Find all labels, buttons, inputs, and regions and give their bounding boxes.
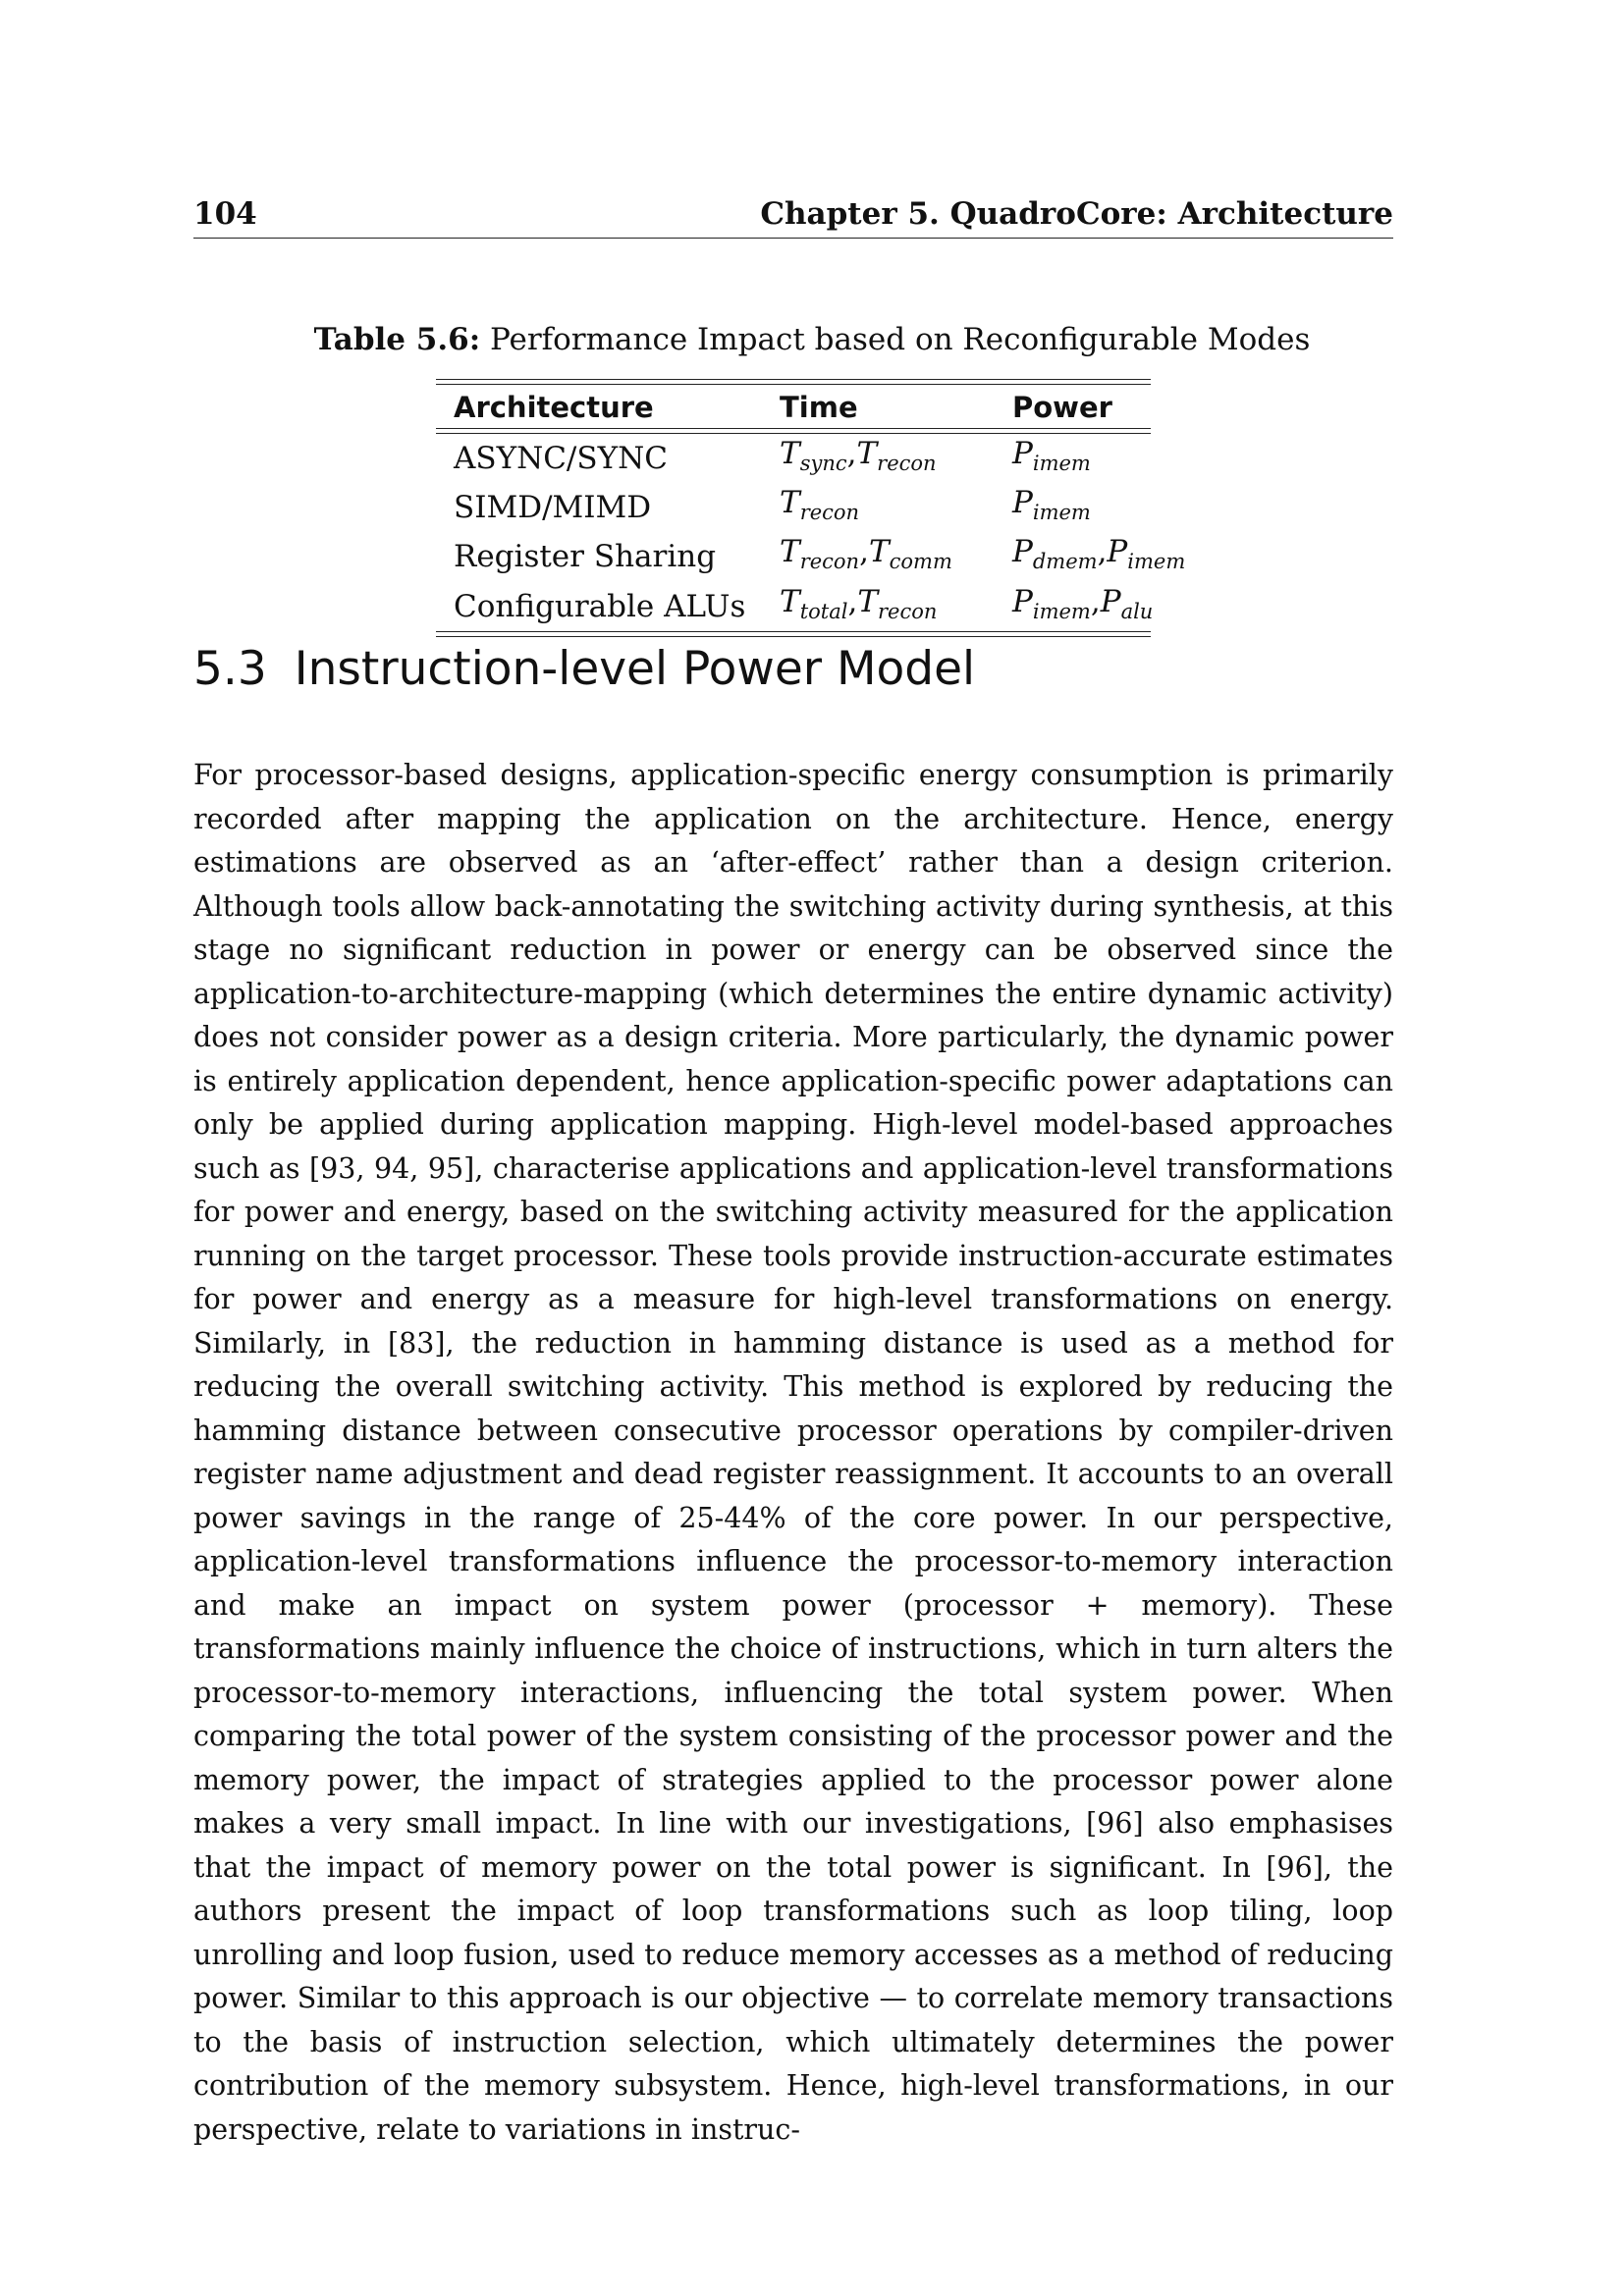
time-cell: $T_{sync},T_{recon}$ <box>780 436 937 476</box>
page-number: 104 <box>193 196 257 232</box>
running-header <box>193 196 1393 239</box>
table-row <box>436 532 1151 581</box>
section-number: 5.3 <box>193 642 267 696</box>
architecture-cell: Register Sharing <box>454 539 717 575</box>
column-header: Time <box>780 391 858 424</box>
table-bottom-rule <box>436 631 1151 637</box>
table-caption-text: Performance Impact based on Reconfigurable Modes <box>490 322 1311 357</box>
table-row <box>436 483 1151 532</box>
column-header: Architecture <box>454 391 654 424</box>
table-header-row <box>436 385 1151 428</box>
table-row <box>436 582 1151 631</box>
table-label: Table 5.6: <box>313 322 481 357</box>
column-header: Power <box>1012 391 1112 424</box>
body-paragraph: For processor-based designs, application-specific energy consumption is primarily recorded after mapping the application on the architecture. Hence, energy estimations are observed as an ‘after-effect’ rather than a design criterion. Although tools allow back-annotating the switching activity during synthesis, at this stage no significant reduction in power or energy can be observed since the application-to-architecture-mapping (which determines the entire dynamic activity) does not consider power as a design criteria. More particularly, the dynamic power is entirely application dependent, hence application-specific power adaptations can only be applied during application mapping. High-level model-based approaches such as [93, 94, 95], characterise applications and application-level transformations for power and energy, based on the switching activity measured for the application running on the target processor. These tools provide instruction-accurate estimates for power and energy as a measure for high-level transformations on energy. Similarly, in [83], the reduction in hamming distance is used as a method for reducing the overall switching activity. This method is explored by reducing the hamming distance between consecutive processor operations by compiler-driven register name adjustment and dead register reassignment. It accounts to an overall power savings in the range of 25-44% of the core power. In our perspective, application-level transformations influence the processor-to-memory interaction and make an impact on system power (processor + memory). These transformations mainly influence the choice of instructions, which in turn alters the processor-to-memory interactions, influencing the total system power. When comparing the total power of the system consisting of the processor power and the memory power, the impact of strategies applied to the processor power alone makes a very small impact. In line with our investigations, [96] also emphasises that the impact of memory power on the total power is significant. In [96], the authors present the impact of loop transformations such as loop tiling, loop unrolling and loop fusion, used to reduce memory accesses as a method of reducing power. Similar to this approach is our objective — to correlate memory transactions to the basis of instruction selection, which ultimately determines the power contribution of the memory subsystem. Hence, high-level transformations, in our perspective, relate to variations in instruc- <box>193 759 1393 2146</box>
architecture-cell: ASYNC/SYNC <box>454 441 668 477</box>
time-cell: $T_{recon}$ <box>780 485 860 525</box>
power-cell: $P_{dmem},P_{imem}$ <box>1012 534 1186 574</box>
time-cell: $T_{total},T_{recon}$ <box>780 583 938 623</box>
power-cell: $P_{imem}$ <box>1012 436 1091 476</box>
table-caption <box>0 322 1624 357</box>
table-body <box>436 434 1186 631</box>
power-cell: $P_{imem}$ <box>1012 485 1091 525</box>
architecture-cell: SIMD/MIMD <box>454 490 652 526</box>
section-title: Instruction-level Power Model <box>294 642 976 696</box>
time-cell: $T_{recon},T_{comm}$ <box>780 534 952 574</box>
table-row <box>436 434 1151 483</box>
section-heading <box>193 642 975 696</box>
architecture-cell: Configurable ALUs <box>454 588 746 624</box>
power-cell: $P_{imem},P_{alu}$ <box>1012 583 1154 623</box>
performance-table <box>436 379 1186 637</box>
chapter-title: Chapter 5. QuadroCore: Architecture <box>760 196 1393 232</box>
